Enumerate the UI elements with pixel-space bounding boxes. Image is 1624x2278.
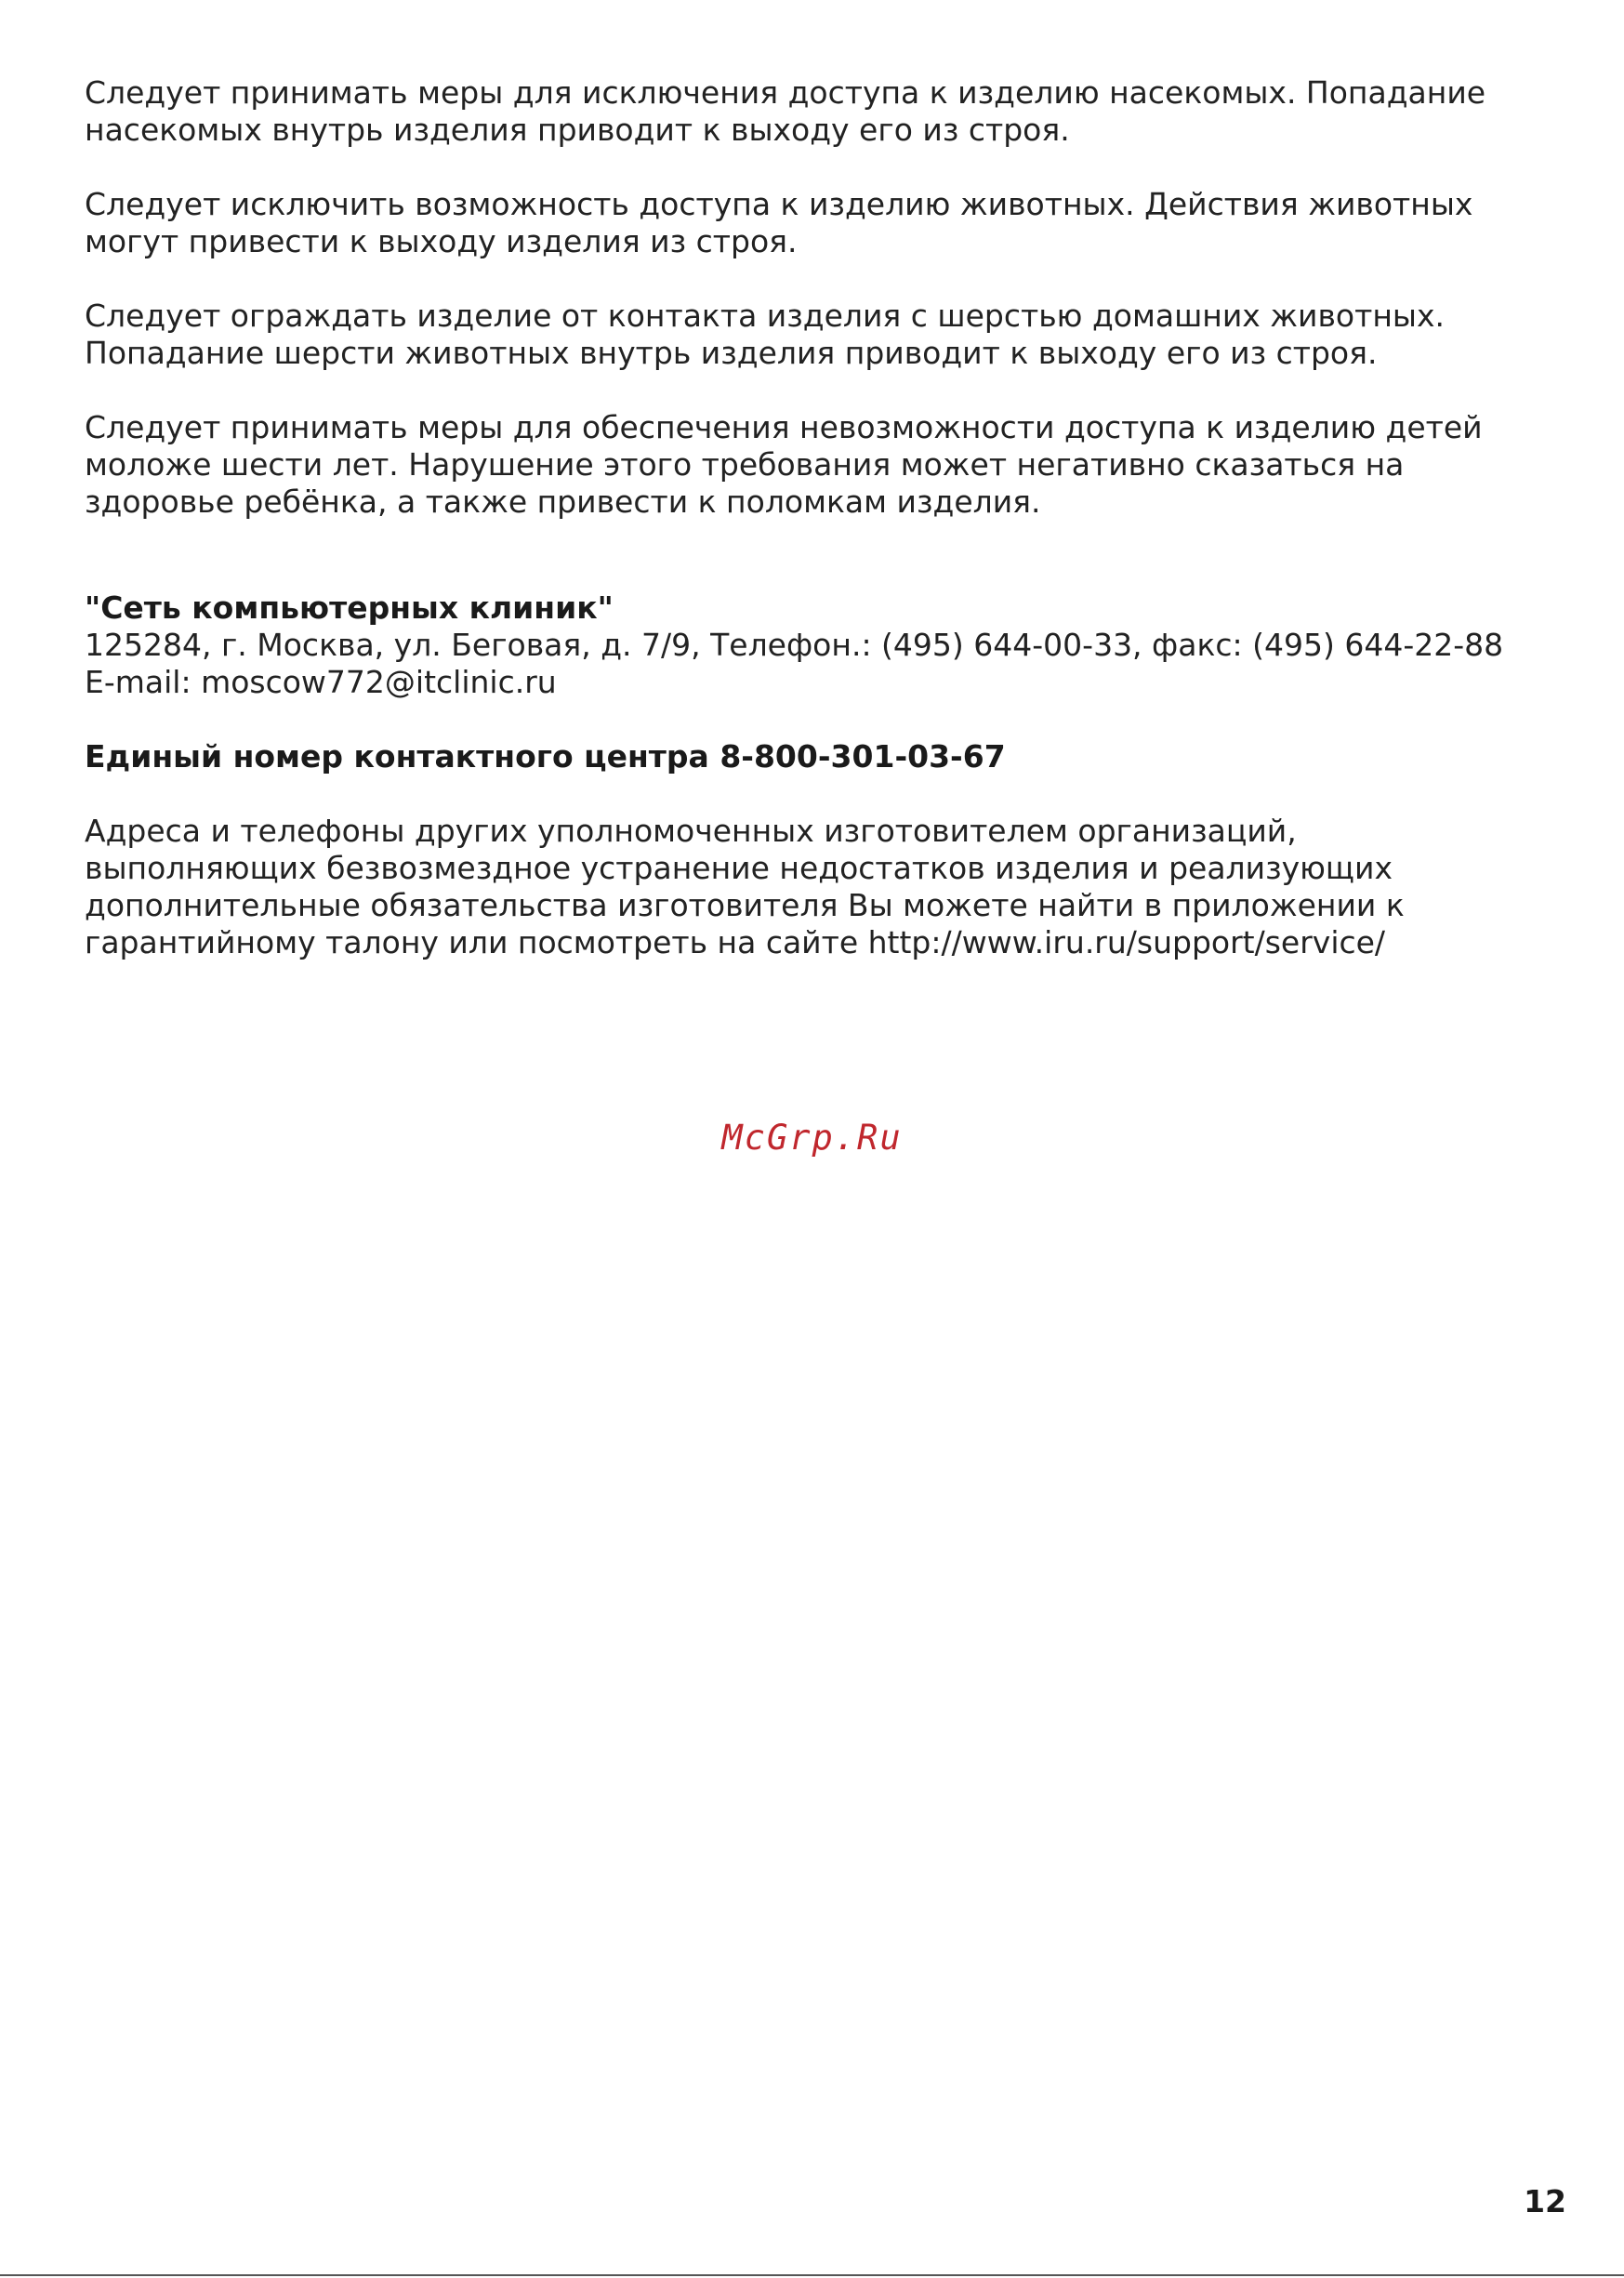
service-center-block [85, 589, 1572, 701]
paragraph-insects [85, 74, 1572, 149]
paragraph-children [85, 409, 1572, 521]
paragraph-line: Адреса и телефоны других уполномоченных изготовителем организаций, [85, 813, 1297, 849]
paragraph-line: Следует исключить возможность доступа к изделию животных. Действия животных [85, 186, 1473, 222]
paragraph-line: Следует принимать меры для обеспечения невозможности доступа к изделию детей [85, 409, 1483, 445]
service-center-address: 125284, г. Москва, ул. Беговая, д. 7/9, Телефон.: (495) 644-00-33, факс: (495) 644-22-88 [85, 627, 1504, 663]
page-content [85, 74, 1572, 961]
service-center-name: "Сеть компьютерных клиник" [85, 589, 614, 626]
paragraph-line: гарантийному талону или посмотреть на сайте http://www.iru.ru/support/service/ [85, 924, 1386, 960]
paragraph-line: дополнительные обязательства изготовителя Вы можете найти в приложении к [85, 887, 1405, 923]
paragraph-line: могут привести к выходу изделия из строя. [85, 223, 798, 259]
bottom-divider [0, 2274, 1624, 2276]
paragraph-line: Попадание шерсти животных внутрь изделия приводит к выходу его из строя. [85, 335, 1378, 371]
contact-center-number: Единый номер контактного центра 8-800-301-03-67 [85, 738, 1006, 775]
paragraph-other-organizations [85, 813, 1572, 961]
paragraph-line: моложе шести лет. Нарушение этого требования может негативно сказаться на [85, 446, 1405, 483]
paragraph-line: Следует принимать меры для исключения доступа к изделию насекомых. Попадание [85, 74, 1486, 111]
paragraph-line: насекомых внутрь изделия приводит к выходу его из строя. [85, 112, 1070, 148]
contact-center-block [85, 738, 1572, 775]
page-number: 12 [1524, 2183, 1566, 2219]
paragraph-line: Следует ограждать изделие от контакта изделия с шерстью домашних животных. [85, 298, 1445, 334]
paragraph-line: выполняющих безвозмездное устранение недостатков изделия и реализующих [85, 850, 1393, 886]
paragraph-animals [85, 186, 1572, 260]
watermark: McGrp.Ru [721, 1118, 903, 1158]
paragraph-line: здоровье ребёнка, а также привести к поломкам изделия. [85, 483, 1041, 520]
service-center-email: E-mail: moscow772@itclinic.ru [85, 664, 557, 700]
paragraph-pet-hair [85, 298, 1572, 372]
